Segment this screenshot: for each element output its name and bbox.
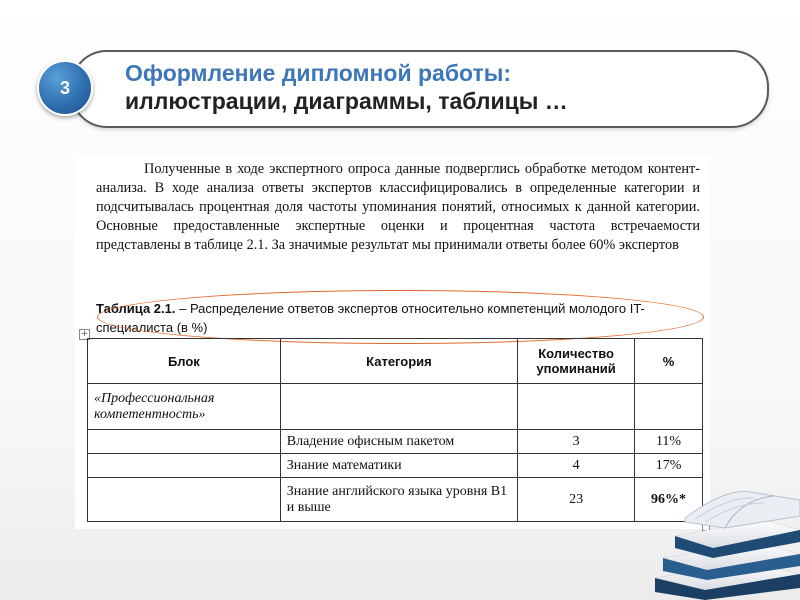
table-cell	[88, 454, 281, 478]
book-open-top	[685, 492, 800, 528]
table-cell: Знание английского языка уровня В1 и выше	[280, 478, 517, 522]
table-cell: «Профессиональная компетентность»	[88, 384, 281, 430]
table-cell	[88, 430, 281, 454]
table-row	[88, 478, 703, 522]
table-row	[88, 430, 703, 454]
slide-number-badge: 3	[37, 60, 93, 116]
table-move-handle-icon[interactable]: +	[80, 329, 89, 339]
table-cell	[635, 384, 703, 430]
competence-table	[87, 338, 703, 522]
slide-title-line1: Оформление дипломной работы:	[125, 60, 512, 86]
table-row	[88, 454, 703, 478]
table-cell: 11%	[635, 430, 703, 454]
table-cell: 17%	[635, 454, 703, 478]
table-cell: Владение офисным пакетом	[280, 430, 517, 454]
table-cell: 3	[518, 430, 635, 454]
header-mentions: Количество упоминаний	[518, 339, 635, 384]
table-caption-label: Таблица 2.1.	[96, 301, 176, 316]
table-cell	[280, 384, 517, 430]
table-cell: 23	[518, 478, 635, 522]
table-caption-text: – Распределение ответов экспертов относительно компетенций молодого IT-специалиста (в %)	[96, 301, 645, 335]
table-cell: 96%*	[635, 478, 703, 522]
document-paragraph: Полученные в ходе экспертного опроса данные подверглись обработке методом контент-анализа. В ходе анализа ответы экспертов классифицировались в определенные категории и подсчитывалась процентная доля частоты упоминания понятий, относимых к данной категории. Основные предоставленные экспертные оценки и процентная частота встречаемости представлены в таблице 2.1. За значимые результат мы принимали ответы более 60% экспертов	[96, 161, 700, 253]
table-cell: Знание математики	[280, 454, 517, 478]
books-stack-icon	[655, 470, 800, 600]
table-row	[88, 384, 703, 430]
table-cell	[518, 384, 635, 430]
highlight-oval	[97, 290, 704, 344]
header-block: Блок	[88, 339, 281, 384]
table-cell	[88, 478, 281, 522]
slide-title-line2: иллюстрации, диаграммы, таблицы …	[125, 88, 568, 114]
table-header-row	[88, 339, 703, 384]
table-cell: 4	[518, 454, 635, 478]
header-percent: %	[635, 339, 703, 384]
header-category: Категория	[280, 339, 517, 384]
